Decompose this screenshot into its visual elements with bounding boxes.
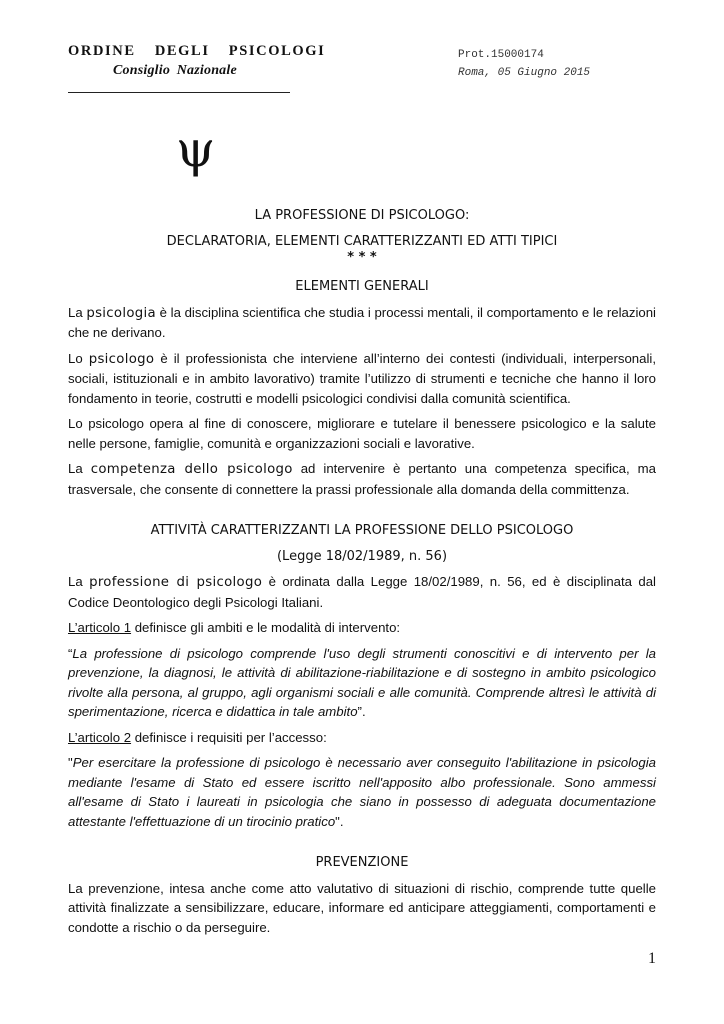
term-psicologia: psicologia [86,305,156,321]
paragraph-benessere: Lo psicologo opera al fine di conoscere, migliorare e tutelare il benessere psicologico e la salute nelle persone, famiglie, comunità e organizzazioni sociali e lavorative. [68,416,656,451]
articolo-2-link: L’articolo 2 [68,729,132,745]
organization-name: ORDINE DEGLI PSICOLOGI [68,43,326,59]
section-subheading-law: (Legge 18/02/1989, n. 56) [276,548,448,564]
document-body [68,206,656,943]
protocol-block [458,46,590,82]
page-number: 1 [648,950,656,967]
paragraph-prevenzione: La prevenzione, intesa anche come atto valutativo di situazioni di rischio, comprende tutte quelle attività finalizzate a sensibilizzare, educare, informare ed anticipare atteggiamenti, comportamenti e condotte a rischio o da perseguire. [68,880,656,935]
term-professione: professione di psicologo [89,575,263,590]
paragraph-competenza: La competenza dello psicologo ad intervenire è pertanto una competenza specifica, ma trasversale, che consente di connettere la prassi professionale alla domanda della committenza. [68,461,656,497]
quote-articolo-1: “La professione di psicologo comprende l'uso degli strumenti conoscitivi e di intervento per la prevenzione, la diagnosi, le attività di abilitazione-riabilitazione e di sostegno in ambito psicologico rivolte alla persona, al gruppo, agli organismi sociali e alle comunità. Comprende altresì le attività di sperimentazione, ricerca e didattica in tale ambito”. [68,645,656,719]
council-name: Consiglio Nazionale [113,63,237,78]
paragraph-articolo-2-intro: L’articolo 2 definisce i requisiti per l’accesso: [68,729,327,745]
paragraph-psicologia: La psicologia è la disciplina scientifica che studia i processi mentali, il comportamento e le relazioni che ne derivano. [68,304,656,340]
section-heading-general: ELEMENTI GENERALI [295,279,429,294]
section-heading-prevention: PREVENZIONE [315,855,409,870]
section-separator: * * * [347,250,377,265]
quote-articolo-2: "Per esercitare la professione di psicologo è necessario aver conseguito l'abilitazione in psicologia mediante l'esame di Stato ed essere iscritto nell'apposito albo professionale. Sono ammessi all'esame di Stato i laureati in psicologia che siano in possesso di adeguata documentazione attestante l'effettuazione di un tirocinio pratico". [68,755,656,829]
paragraph-articolo-1-intro: L’articolo 1 definisce gli ambiti e le modalità di intervento: [68,620,401,635]
section-heading-activities: ATTIVITÀ CARATTERIZZANTI LA PROFESSIONE DELLO PSICOLOGO [150,523,574,538]
paragraph-professione: La professione di psicologo è ordinata dalla Legge 18/02/1989, n. 56, ed è disciplinata dal Codice Deontologico degli Psicologi Italiani. [68,574,656,610]
letterhead-divider [68,92,290,93]
letterhead [68,43,328,79]
document-subtitle: DECLARATORIA, ELEMENTI CARATTERIZZANTI ED ATTI TIPICI [166,233,558,249]
term-psicologo: psicologo [88,351,155,367]
term-competenza: competenza dello psicologo [90,462,293,477]
psi-logo-icon: ψ [176,120,216,178]
articolo-1-link: L’articolo 1 [68,620,132,635]
document-date: Roma, 05 Giugno 2015 [458,67,591,79]
document-title: LA PROFESSIONE DI PSICOLOGO: [254,208,470,223]
paragraph-psicologo: Lo psicologo è il professionista che interviene all’interno dei contesti (individuali, interpersonali, sociali, istituzionali e in ambito lavorativo) tramite l’utilizzo di strumenti e tecniche che hanno il loro fondamento in teorie, costrutti e modelli psicologici condivisi dalla comunità scientifica. [68,350,657,406]
protocol-number: Prot.15000174 [458,49,544,61]
